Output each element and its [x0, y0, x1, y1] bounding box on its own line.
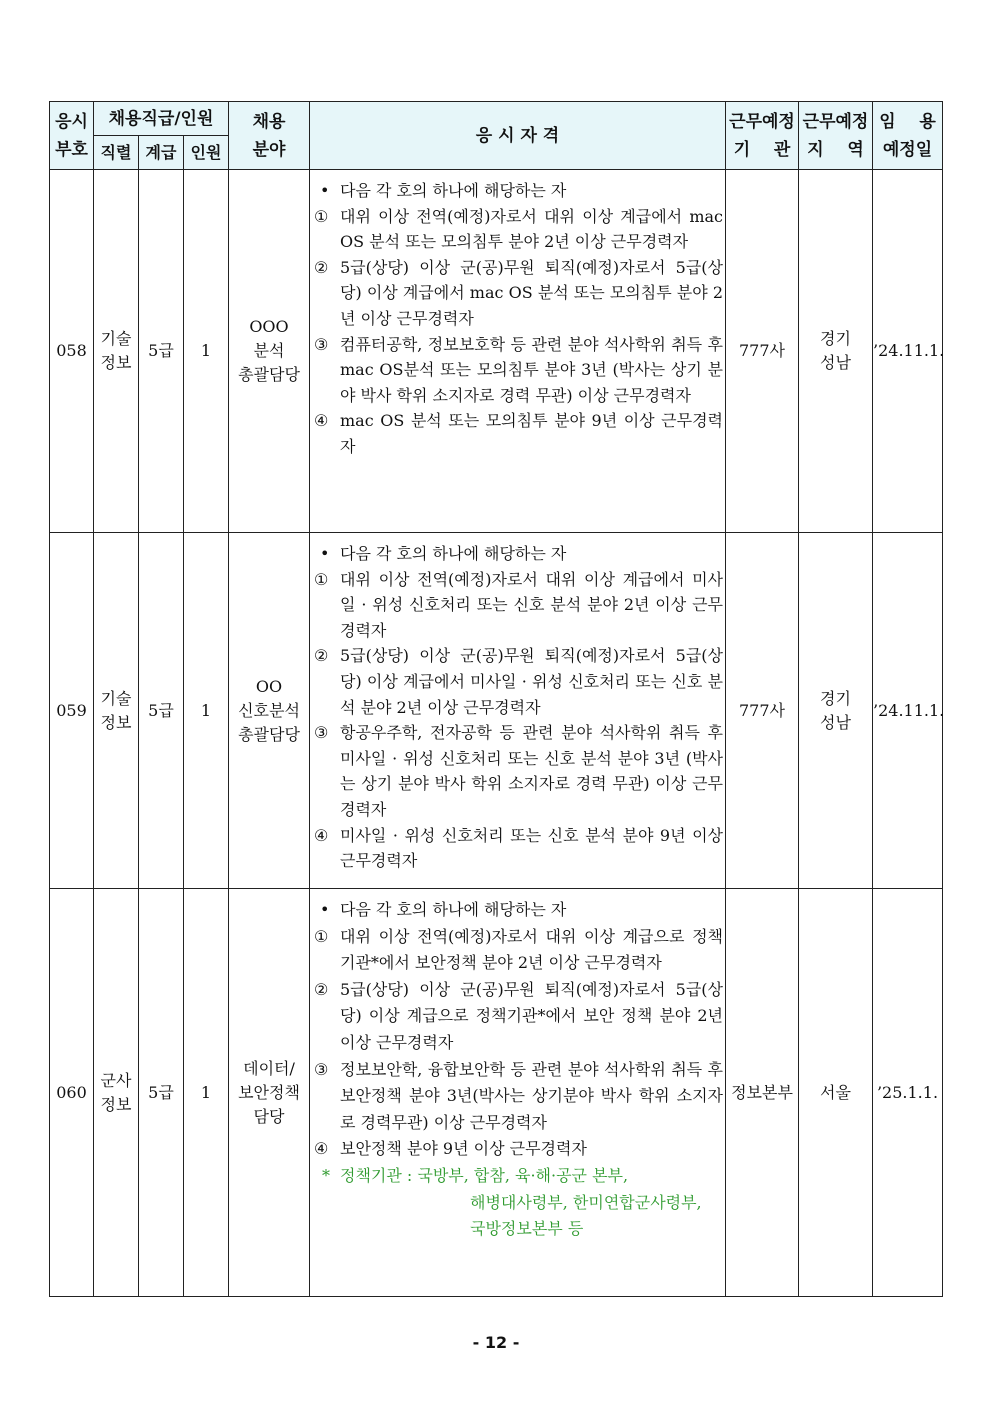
- bullet-icon: •: [320, 900, 330, 919]
- table-row: [50, 889, 943, 1297]
- qualification-item: ② 5급(상당) 이상 군(공)무원 퇴직(예정)자로서 5급(상당) 이상 계급에서 mac OS 분석 또는 모의침투 분야 2년 이상 근무경력자: [314, 257, 723, 328]
- table-row: [50, 533, 943, 889]
- grade: 5급: [139, 170, 184, 533]
- agency: 777사: [726, 533, 799, 889]
- qualification-item: ③ 정보보안학, 융합보안학 등 관련 분야 석사학위 취득 후 보안정책 분야 3년(박사는 상기분야 박사 학위 소지자로 경력무관) 이상 근무경력자: [314, 1059, 723, 1132]
- qualification: [310, 170, 726, 533]
- count: 1: [184, 889, 229, 1297]
- region: 경기 성남: [799, 533, 873, 889]
- header-appoint-date: 임 용 예정일: [873, 102, 943, 170]
- grade: 5급: [139, 533, 184, 889]
- appoint-date: ’25.1.1.: [873, 889, 943, 1297]
- field: OOO 분석 총괄담당: [229, 170, 310, 533]
- region: 경기 성남: [799, 170, 873, 533]
- field: OO 신호분석 총괄담당: [229, 533, 310, 889]
- count: 1: [184, 533, 229, 889]
- qualification: [310, 533, 726, 889]
- appoint-date: ’24.11.1.: [873, 533, 943, 889]
- agency: 정보본부: [726, 889, 799, 1297]
- qualification-item: ① 대위 이상 전역(예정)자로서 대위 이상 계급에서 미사일 · 위성 신호처리 또는 신호 분석 분야 2년 이상 근무경력자: [314, 569, 723, 640]
- bullet-icon: •: [320, 181, 330, 200]
- exam-no: 058: [50, 170, 94, 533]
- qualification-intro: • 다음 각 호의 하나에 해당하는 자: [314, 897, 723, 924]
- header-region: 근무예정 지 역: [799, 102, 873, 170]
- field: 데이터/ 보안정책 담당: [229, 889, 310, 1297]
- exam-no: 060: [50, 889, 94, 1297]
- series: 군사 정보: [94, 889, 139, 1297]
- header-count: 인원: [184, 136, 229, 170]
- qualification-item: ② 5급(상당) 이상 군(공)무원 퇴직(예정)자로서 5급(상당) 이상 계급으로 정책기관*에서 보안 정책 분야 2년 이상 근무경력자: [314, 979, 723, 1052]
- region: 서울: [799, 889, 873, 1297]
- qualification-item: ④ mac OS 분석 또는 모의침투 분야 9년 이상 근무경력자: [314, 411, 723, 456]
- qualification-item: ④ 미사일 · 위성 신호처리 또는 신호 분석 분야 9년 이상 근무경력자: [314, 825, 723, 871]
- page-number: - 12 -: [472, 1333, 520, 1352]
- header-qualification: 응 시 자 격: [310, 102, 726, 170]
- appoint-date: ’24.11.1.: [873, 170, 943, 533]
- series: 기술 정보: [94, 533, 139, 889]
- qualification-intro: • 다음 각 호의 하나에 해당하는 자: [314, 541, 723, 567]
- count: 1: [184, 170, 229, 533]
- header-position-group: 채용직급/인원: [94, 102, 229, 136]
- header-grade: 계급: [139, 136, 184, 170]
- bullet-icon: •: [320, 544, 330, 563]
- policy-agency-note: * 정책기관 : 국방부, 합참, 육·해·공군 본부, 해병대사령부, 한미연합군사령부, 국방정보본부 등: [322, 1165, 702, 1239]
- exam-no: 059: [50, 533, 94, 889]
- header-series: 직렬: [94, 136, 139, 170]
- recruitment-table: [49, 101, 943, 1297]
- qualification-item: ① 대위 이상 전역(예정)자로서 대위 이상 계급으로 정책기관*에서 보안정책 분야 2년 이상 근무경력자: [314, 926, 723, 973]
- series: 기술 정보: [94, 170, 139, 533]
- qualification: [310, 889, 726, 1297]
- qualification-item: ① 대위 이상 전역(예정)자로서 대위 이상 계급에서 mac OS 분석 또는 모의침투 분야 2년 이상 근무경력자: [314, 206, 723, 252]
- qualification-item: ③ 컴퓨터공학, 정보보호학 등 관련 분야 석사학위 취득 후 mac OS분석 또는 모의침투 분야 3년 (박사는 상기 분야 박사 학위 소지자로 경력 무관) 이상 근무경력자: [314, 334, 723, 405]
- header-exam-no: 응시 부호: [50, 102, 94, 170]
- header-agency: 근무예정 기 관: [726, 102, 799, 170]
- qualification-item: ④ 보안정책 분야 9년 이상 근무경력자: [314, 1139, 587, 1159]
- table-row: [50, 170, 943, 533]
- qualification-intro: • 다음 각 호의 하나에 해당하는 자: [314, 178, 723, 204]
- qualification-item: ② 5급(상당) 이상 군(공)무원 퇴직(예정)자로서 5급(상당) 이상 계급에서 미사일 · 위성 신호처리 또는 신호 분석 분야 2년 이상 근무경력자: [314, 646, 723, 717]
- grade: 5급: [139, 889, 184, 1297]
- agency: 777사: [726, 170, 799, 533]
- qualification-item: ③ 항공우주학, 전자공학 등 관련 분야 석사학위 취득 후 미사일 · 위성 신호처리 또는 신호 분석 분야 3년 (박사는 상기 분야 박사 학위 소지자로 경력 무관) 이상 근무경력자: [314, 723, 723, 819]
- header-field: 채용 분야: [229, 102, 310, 170]
